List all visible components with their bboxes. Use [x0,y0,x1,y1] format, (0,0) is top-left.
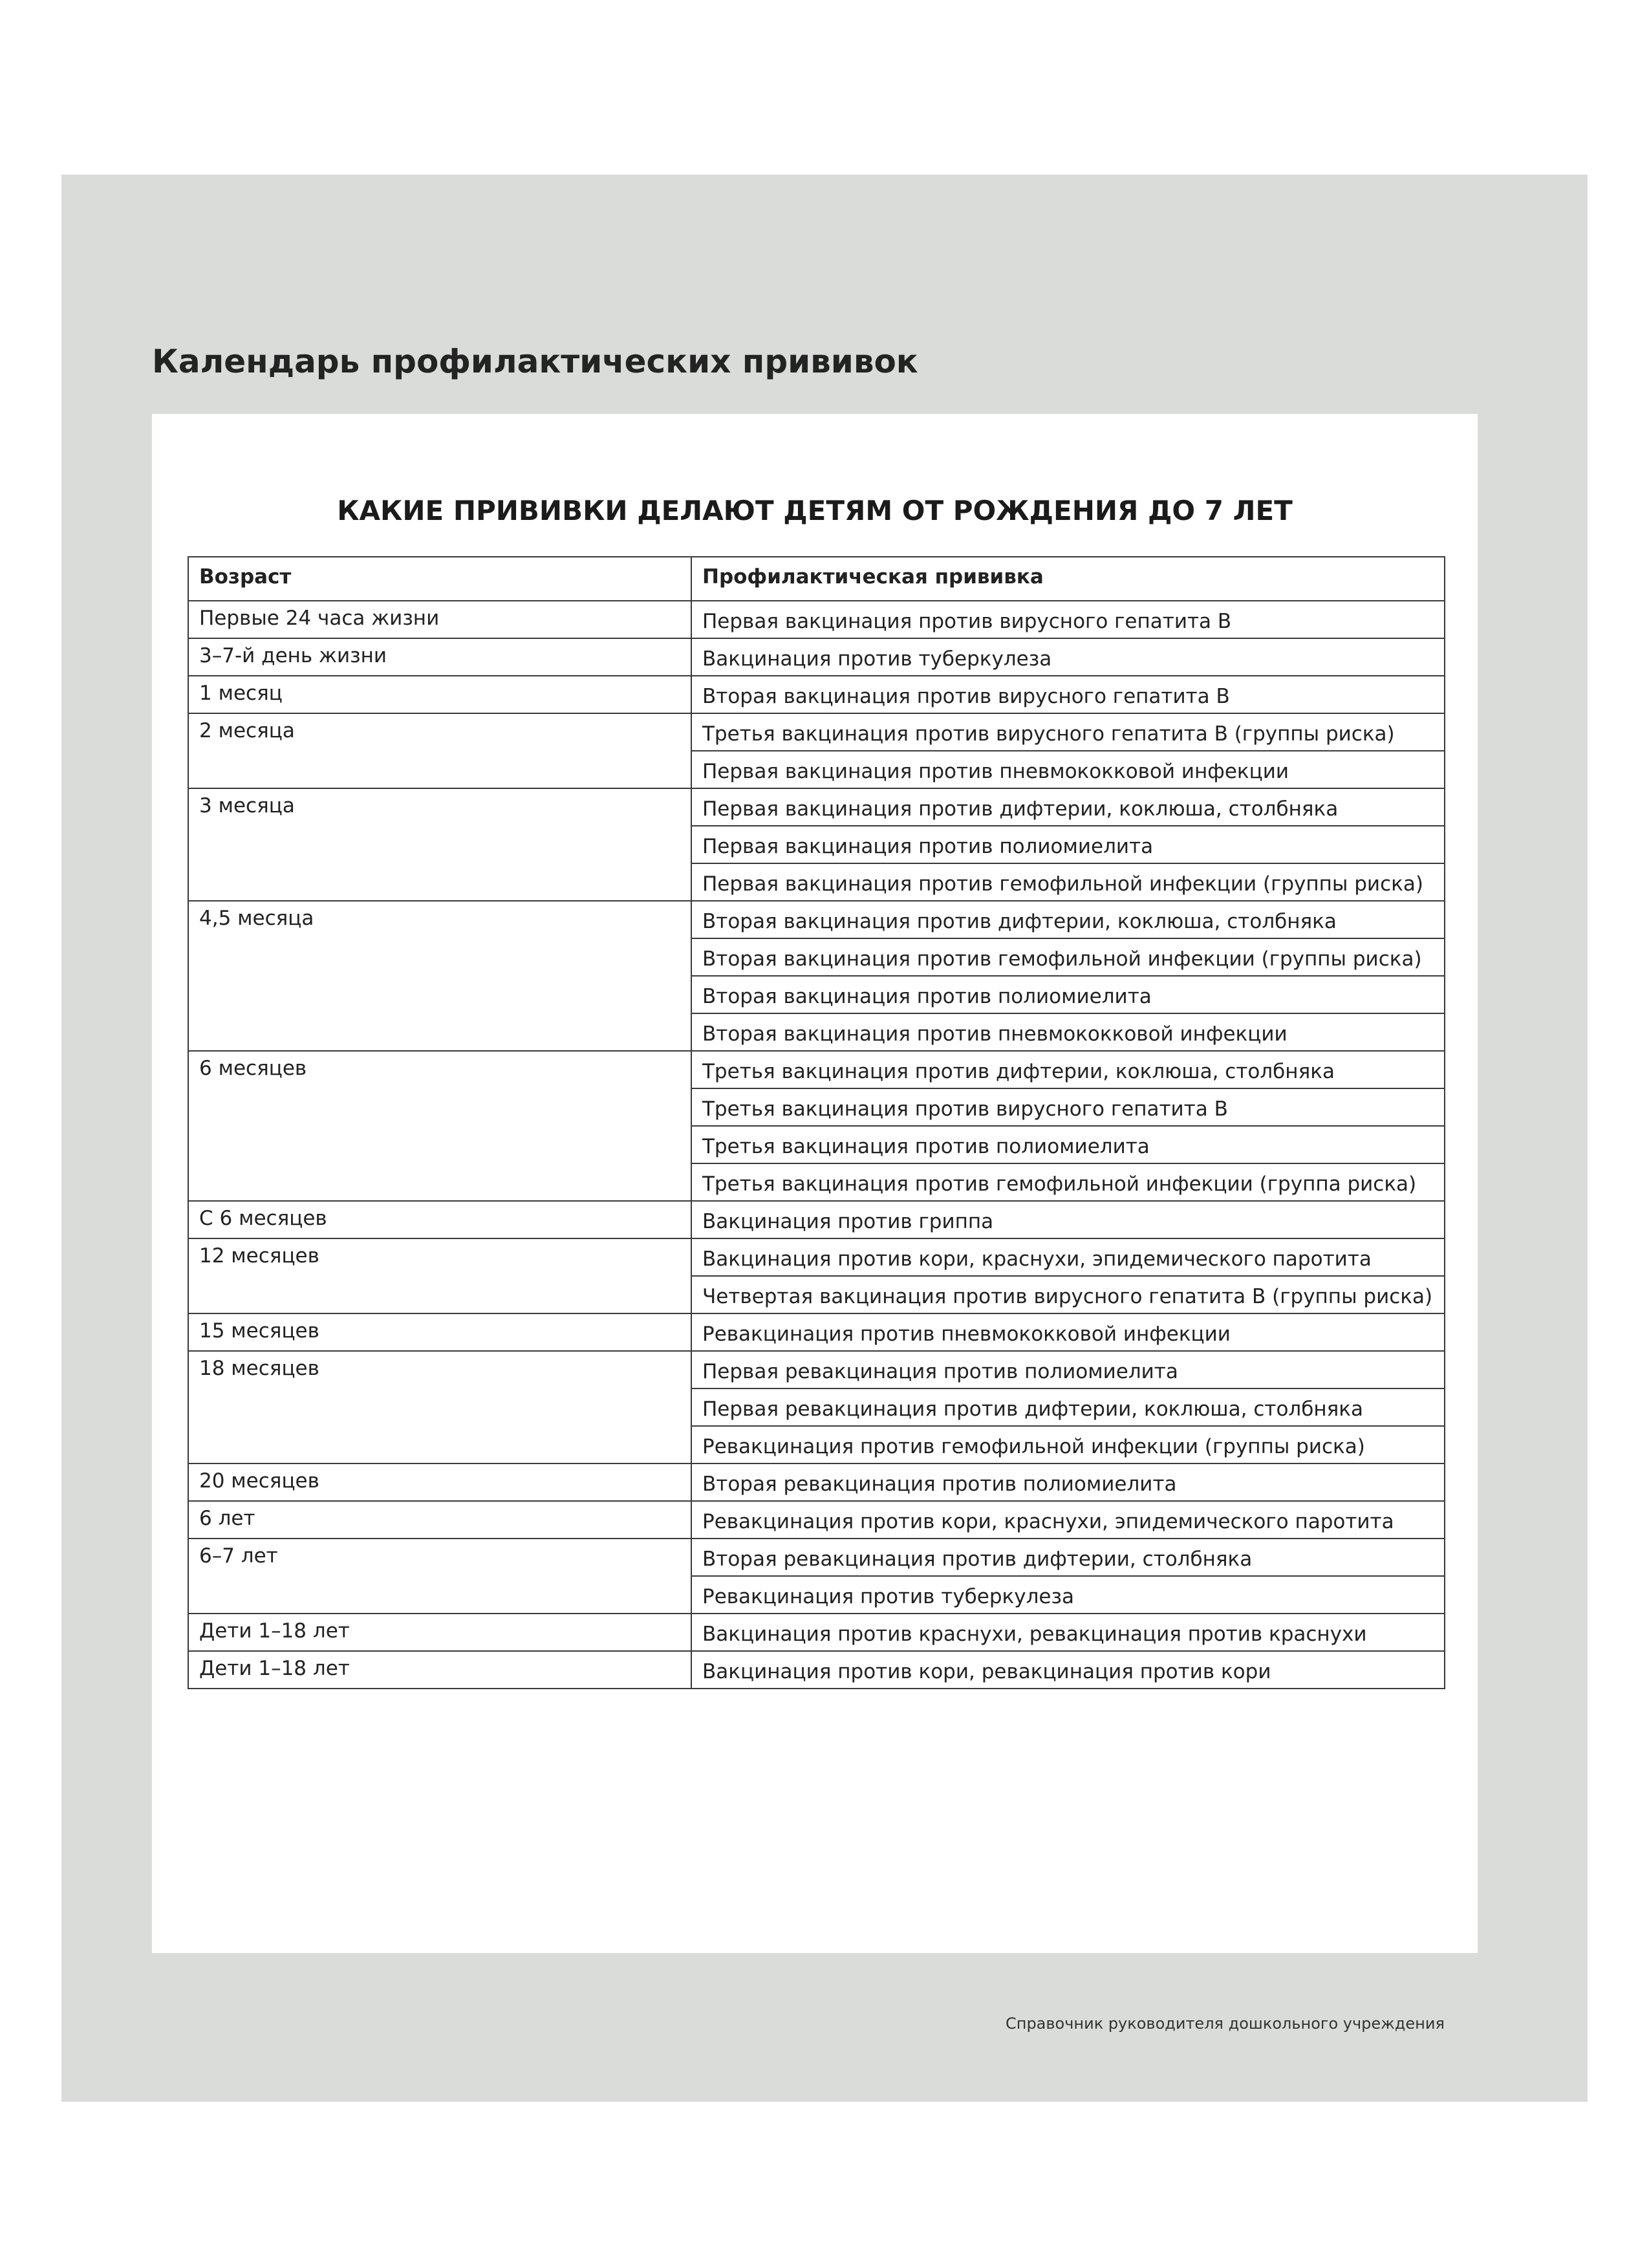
table-body [188,601,1445,1689]
header-age: Возраст [188,557,691,601]
table-row [188,1051,1445,1088]
vaccination-cell: Вакцинация против кори, краснухи, эпидемического паротита [691,1238,1445,1276]
vaccination-cell: Вторая вакцинация против дифтерии, коклюша, столбняка [691,901,1445,938]
vaccination-table [188,556,1445,1689]
table-row [188,1501,1445,1539]
age-cell: 18 месяцев [188,1351,691,1463]
age-cell: Первые 24 часа жизни [188,601,691,638]
footer-caption: Справочник руководителя дошкольного учреждения [1006,2014,1445,2033]
vaccination-cell: Четвертая вакцинация против вирусного гепатита В (группы риска) [691,1276,1445,1313]
table-row [188,788,1445,826]
age-cell: 12 месяцев [188,1238,691,1313]
age-cell: Дети 1–18 лет [188,1614,691,1651]
table-row [188,1351,1445,1388]
table-row [188,1651,1445,1689]
vaccination-cell: Вторая вакцинация против гемофильной инфекции (группы риска) [691,938,1445,976]
vaccination-cell: Третья вакцинация против вирусного гепатита В [691,1088,1445,1126]
table-row [188,1539,1445,1576]
vaccination-cell: Первая вакцинация против вирусного гепатита В [691,601,1445,638]
vaccination-cell: Ревакцинация против туберкулеза [691,1576,1445,1614]
vaccination-cell: Первая вакцинация против дифтерии, коклюша, столбняка [691,788,1445,826]
vaccination-cell: Первая ревакцинация против полиомиелита [691,1351,1445,1388]
vaccination-cell: Вторая ревакцинация против полиомиелита [691,1463,1445,1501]
table-row [188,601,1445,638]
vaccination-cell: Вакцинация против кори, ревакцинация против кори [691,1651,1445,1689]
vaccination-cell: Первая ревакцинация против дифтерии, коклюша, столбняка [691,1388,1445,1426]
table-row [188,901,1445,938]
table-header-row [188,557,1445,601]
vaccination-cell: Вакцинация против туберкулеза [691,638,1445,676]
vaccination-cell: Вторая ревакцинация против дифтерии, столбняка [691,1539,1445,1576]
vaccination-cell: Третья вакцинация против дифтерии, коклюша, столбняка [691,1051,1445,1088]
age-cell: 6 месяцев [188,1051,691,1201]
table-row [188,1463,1445,1501]
age-cell: 1 месяц [188,676,691,713]
age-cell: 6 лет [188,1501,691,1539]
age-cell: 6–7 лет [188,1539,691,1614]
table-row [188,1313,1445,1351]
vaccination-cell: Ревакцинация против кори, краснухи, эпидемического паротита [691,1501,1445,1539]
vaccination-cell: Ревакцинация против пневмококковой инфекции [691,1313,1445,1351]
vaccination-cell: Вакцинация против гриппа [691,1201,1445,1238]
table-row [188,638,1445,676]
age-cell: С 6 месяцев [188,1201,691,1238]
vaccination-cell: Первая вакцинация против гемофильной инфекции (группы риска) [691,863,1445,901]
vaccination-cell: Первая вакцинация против пневмококковой инфекции [691,751,1445,788]
table-row [188,676,1445,713]
age-cell: 15 месяцев [188,1313,691,1351]
table-row [188,1201,1445,1238]
age-cell: 4,5 месяца [188,901,691,1051]
vaccination-cell: Ревакцинация против гемофильной инфекции (группы риска) [691,1426,1445,1463]
age-cell: 3 месяца [188,788,691,901]
age-cell: Дети 1–18 лет [188,1651,691,1689]
vaccination-cell: Третья вакцинация против вирусного гепатита В (группы риска) [691,713,1445,751]
section-title: Календарь профилактических прививок [152,343,918,380]
table-row [188,713,1445,751]
vaccination-cell: Третья вакцинация против гемофильной инфекции (группа риска) [691,1163,1445,1201]
table-row [188,1614,1445,1651]
vaccination-cell: Вторая вакцинация против вирусного гепатита В [691,676,1445,713]
header-vaccination: Профилактическая прививка [691,557,1445,601]
vaccination-cell: Первая вакцинация против полиомиелита [691,826,1445,863]
age-cell: 2 месяца [188,713,691,788]
table-row [188,1238,1445,1276]
age-cell: 20 месяцев [188,1463,691,1501]
table-card [152,414,1478,1953]
vaccination-cell: Вакцинация против краснухи, ревакцинация против краснухи [691,1614,1445,1651]
table-title: КАКИЕ ПРИВИВКИ ДЕЛАЮТ ДЕТЯМ ОТ РОЖДЕНИЯ ДО 7 ЛЕТ [337,495,1293,526]
vaccination-cell: Вторая вакцинация против полиомиелита [691,976,1445,1013]
vaccination-cell: Вторая вакцинация против пневмококковой инфекции [691,1013,1445,1051]
vaccination-cell: Третья вакцинация против полиомиелита [691,1126,1445,1163]
age-cell: 3–7-й день жизни [188,638,691,676]
